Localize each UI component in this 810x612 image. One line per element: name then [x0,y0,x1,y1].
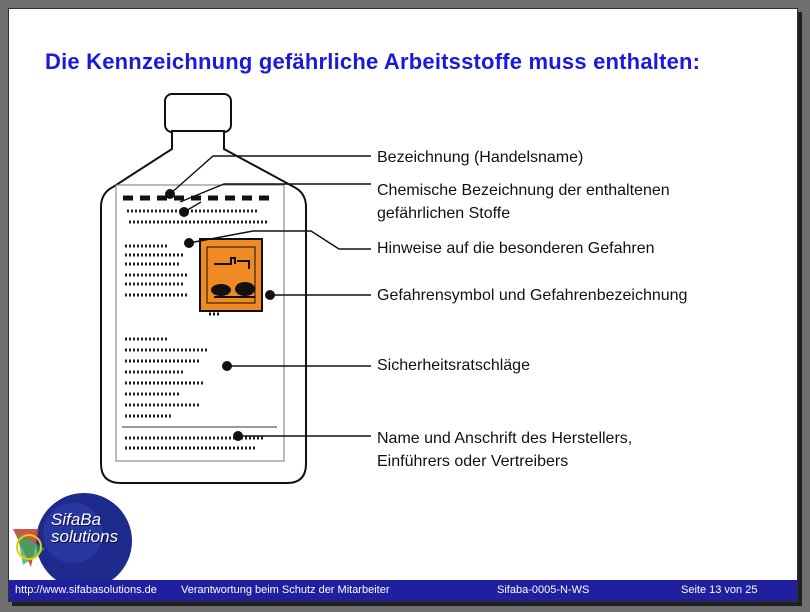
bottle-cap [165,94,231,132]
footer-doc-id: Sifaba-0005-N-WS [497,584,590,596]
footer-page-number: Seite 13 von 25 [681,584,758,596]
logo-text-line1: SifaBa [51,510,102,529]
sifaba-logo [9,489,149,584]
label-chemical-name-line1: Chemische Bezeichnung der enthaltenen [377,182,670,199]
label-chemical-name-line2: gefährlichen Stoffe [377,205,511,222]
footer-url[interactable]: http://www.sifabasolutions.de [15,584,157,596]
hazard-symbol [200,239,262,314]
slide-title: Die Kennzeichnung gefährliche Arbeitsstoffe muss enthalten: [45,49,701,74]
label-manufacturer-line1: Name und Anschrift des Herstellers, [377,430,633,447]
label-manufacturer-line2: Einführers oder Vertreibers [377,453,569,470]
label-safety-advice-line1: Sicherheitsratschläge [377,357,530,374]
footer-bar [9,580,797,601]
label-hazard-symbol-line1: Gefahrensymbol und Gefahrenbezeichnung [377,287,688,304]
label-chemical-name [377,179,670,225]
label-hazard-symbol [377,284,687,307]
label-hazard-notes [377,237,655,260]
logo-text-line2: solutions [51,527,119,546]
label-trade-name-line1: Bezeichnung (Handelsname) [377,149,584,166]
slide [8,8,798,602]
product-label-panel [116,185,284,461]
label-trade-name [377,146,583,169]
label-safety-advice [377,354,530,377]
footer-subject: Verantwortung beim Schutz der Mitarbeiter [181,584,390,596]
label-manufacturer [377,427,632,473]
label-hazard-notes-line1: Hinweise auf die besonderen Gefahren [377,240,655,257]
logo-text [51,511,118,545]
